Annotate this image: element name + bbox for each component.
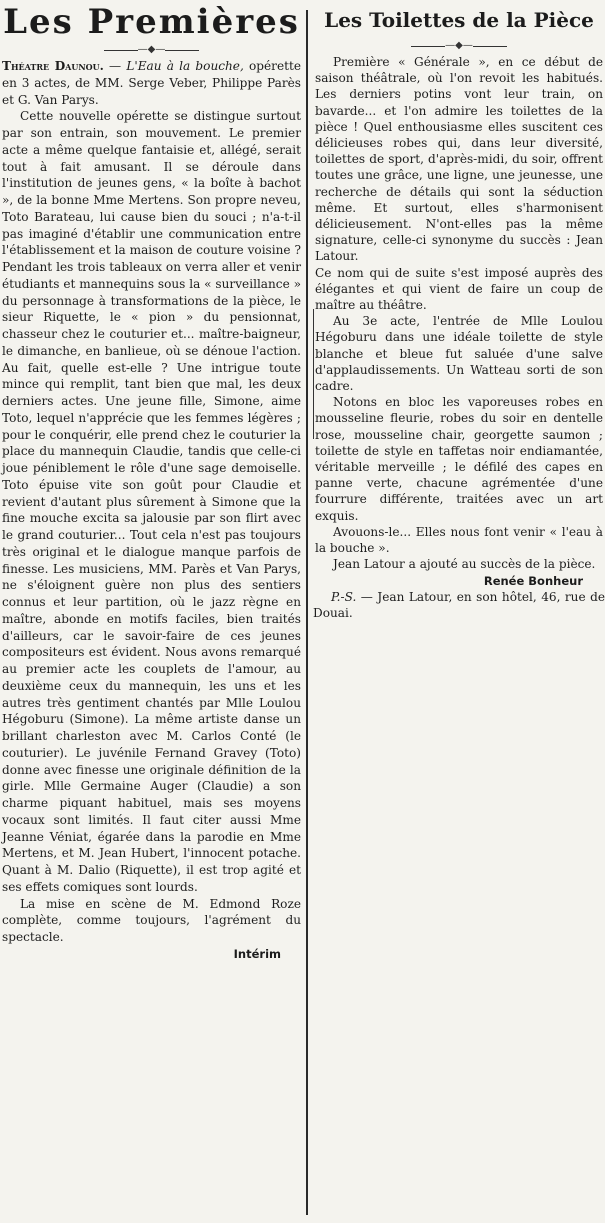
play-credits: opérette en 3 actes, de MM. Serge Veber, Philippe Parès et G. Van Parys. (2, 59, 301, 107)
margin-bar (313, 309, 314, 439)
postscript (313, 589, 605, 621)
theatre-name: Théatre Daunou. (2, 59, 104, 73)
left-paragraph-lead (2, 58, 301, 108)
play-title: — L'Eau à la bouche, (103, 59, 244, 73)
right-paragraph: Notons en bloc les vaporeuses robes en mousseline fleurie, robes du soir en dentelle rose, mousseline chair, georgette saumon ; toilette de style en taffetas noir endiamantée, véritable merveille ; le défilé des capes en panne verte, chacune agrémentée d'une fourrure différente, traitées avec un art exquis. (315, 395, 603, 523)
right-paragraph: Au 3e acte, l'entrée de Mlle Loulou Hégoburu dans une idéale toilette de style blanche et bleue fut saluée d'une salve d'applaudissements. Un Watteau sorti de son cadre. (315, 314, 603, 394)
column-rule (306, 10, 308, 1215)
right-paragraph: Avouons-le... Elles nous font venir « l'eau à la bouche ». (315, 524, 603, 556)
left-article-body (0, 58, 303, 946)
left-paragraph: Cette nouvelle opérette se distingue surtout par son entrain, son mouvement. Le premier acte a même quelque fantaisie et, allégé, serait tout à fait amusant. Il se déroule dans l'institution de jeunes gens, « la boîte à bachot », de la bonne Mme Mertens. Son propre neveu, Toto Barateau, lui cause bien du souci ; n'a-t-il pas imaginé d'établir une communication entre l'établissement et la maison de couture voisine ? Pendant les trois tableaux on verra aller et venir étudiants et mannequins sous la « surveillance » du personnage à transformations de la pièce, le sieur Riquette, le « pion » du pensionnat, chasseur chez le couturier et... maître-baigneur, le dimanche, en banlieue, où se dénoue l'action. Au fait, quelle est-elle ? Une intrigue toute mince qui remplit, tant bien que mal, les deux derniers actes. Une jeune fille, Simone, aime Toto, lequel n'apprécie que les femmes légères ; pour le conquérir, elle prend chez le couturier la place du mannequin Claudie, tandis que celle-ci joue péniblement le rôle d'une sage demoiselle. Toto épuise vite son goût pour Claudie et revient d'autant plus sûrement à Simone que la fine mouche excita sa jalousie par son flirt avec le grand couturier... Tout cela n'est pas toujours très original et le dialogue manque parfois de finesse. Les musiciens, MM. Parès et Van Parys, ne s'éloignent guère non plus des sentiers connus et leur partition, où le jazz règne en maître, abonde en motifs faciles, bien traités d'ailleurs, car le savoir-faire de ces jeunes compositeurs est évident. Nous avons remarqué au premier acte les couplets de l'amour, au deuxième ceux du mannequin, les uns et les autres très gentiment chantés par Mlle Loulou Hégoburu (Simone). La même artiste danse un brillant charleston avec M. Carlos Conté (le couturier). Le juvénile Fernand Gravey (Toto) donne avec finesse une originale définition de la girle. Mlle Germaine Auger (Claudie) a son charme piquant habituel, mais ses moyens vocaux sont limités. Il faut citer aussi Mme Jeanne Véniat, égarée dans la parodie en Mme Mertens, et M. Jean Hubert, l'innocent potache. Quant à M. Dalio (Riquette), il est trop agité et ses effets comiques sont lourds. (2, 109, 301, 894)
right-paragraph: Jean Latour a ajouté au succès de la pièce. (333, 557, 596, 572)
right-signature: Renée Bonheur (483, 573, 583, 588)
postscript-text: — Jean Latour, en son hôtel, 46, rue de Douai. (313, 589, 605, 620)
right-paragraph: Ce nom qui de suite s'est imposé auprès des élégantes et qui vient de faire un coup de maître au théâtre. (315, 265, 603, 313)
right-article-body (313, 54, 605, 573)
right-ornament: —◆— (313, 42, 605, 54)
right-paragraph: Première « Générale », en ce début de saison théâtrale, où l'on revoit les habitués. Les derniers potins vont leur train, on bavarde... et l'on admire les toilettes de la pièce ! Quel enthousiasme elles suscitent ces délicieuses robes qui, dans leur diversité, toilettes de sport, d'après-midi, du soir, offrent toutes une grâce, une ligne, une jeunesse, une recherche de détails qui sont la séduction même. Et surtout, elles s'harmonisent délicieusement. N'ont-elles pas la même signature, celle-ci synonyme du succès : Jean Latour. (315, 55, 603, 264)
left-ornament: —◆— (0, 46, 303, 58)
right-column (313, 0, 605, 680)
left-paragraph: La mise en scène de M. Edmond Roze complète, comme toujours, l'agrément du spectacle. (2, 896, 301, 944)
postscript-label: P.-S. (331, 589, 357, 604)
left-title: Les Premières (3, 2, 300, 42)
left-signature: Intérim (233, 946, 281, 961)
right-title: Les Toilettes de la Pièce (324, 8, 594, 32)
